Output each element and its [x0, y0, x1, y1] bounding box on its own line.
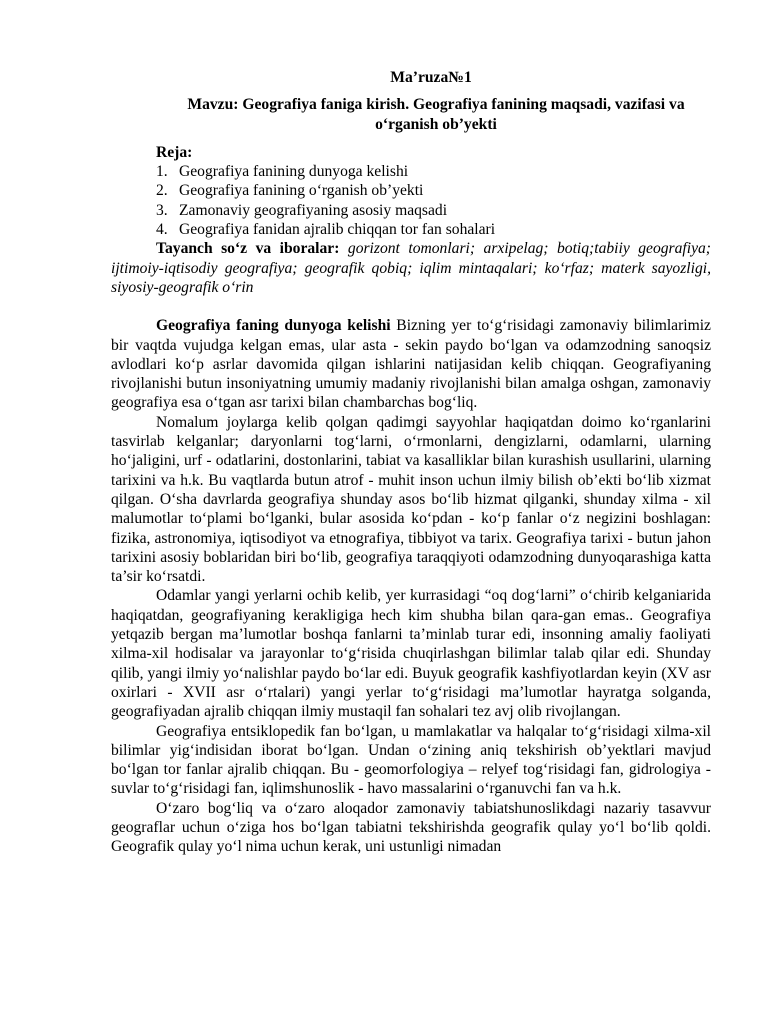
- keywords-paragraph: [111, 239, 711, 297]
- paragraph-text: O‘zaro bog‘liq va o‘zaro aloqador zamonaviy tabiatshunoslikdagi nazariy tasavvur geograflar uchun o‘ziga hos bo‘lgan tabiatni tekshirishda geografik qulay yo‘l bo‘lib qoldi. Geografik qulay yo‘l nima uchun kerak, uni ustunligi nimadan: [111, 799, 711, 856]
- plan-item: [156, 181, 711, 200]
- paragraph-text: Odamlar yangi yerlarni ochib kelib, yer kurrasidagi “oq dog‘larni” o‘chirib kelganiarida haqiqatdan, geografiyaning kerakligiga hech kim shubha bilan qara-gan emas.. Geografiya yetqazib bergan ma’lumotlar boshqa fanlarni ta’minlab turar edi, insonning amaliy faoliyati xilma-xil hodisalar va jarayonlar to‘g‘risida chuqirlashgan bilimlar talab qilar edi. Shunday qilib, yangi ilmiy yo‘nalishlar paydo bo‘lar edi. Buyuk geografik kashfiyotlardan keyin (XV asr oxirlari - XVII asr o‘rtalari) yangi yerlar to‘g‘risidagi ma’lumotlar hayratga solganda, geografiyadan ajralib chiqqan ilmiy mustaqil fan sohalari tez avj olib rivojlangan.: [111, 587, 711, 721]
- keywords-list: gorizont tomonlari; arxipelag; botiq;tabiiy geografiya; ijtimoiy-iqtisodiy geografiya; geografik qobiq; iqlim mintaqalari; ko‘rfaz; materk sayozligi, siyosiy-geografik o‘rin: [111, 240, 711, 296]
- plan-item: [156, 201, 711, 220]
- body-paragraph: [111, 722, 711, 799]
- plan-item-text: Zamonaviy geografiyaning asosiy maqsadi: [179, 201, 448, 219]
- plan-item-text: Geografiya fanidan ajralib chiqqan tor fan sohalari: [179, 221, 496, 239]
- lecture-title: Ma’ruza№1: [390, 69, 472, 86]
- plan-item: [156, 220, 711, 239]
- section-lead: Geografiya faning dunyoga kelishi: [156, 317, 391, 335]
- paragraph-text: Geografiya entsiklopedik fan bo‘lgan, u mamlakatlar va halqalar to‘g‘risidagi xilma-xil bilimlar yig‘indisidan iborat bo‘lgan. Undan o‘zining aniq tekshirish ob’yektlari mavjud bo‘lgan tor fanlar ajralib chiqqan. Bu - geomorfologiya – relyef tog‘risidagi fan, gidrologiya - suvlar to‘g‘risidagi fan, iqlimshunoslik - havo massalarini o‘rganuvchi fan va h.k.: [111, 722, 711, 798]
- body-paragraph: [111, 799, 711, 857]
- body-paragraph: [111, 413, 711, 587]
- plan-item-number: 3.: [156, 201, 168, 219]
- plan-item-number: 2.: [156, 182, 168, 200]
- paragraph-text: Nomalum joylarga kelib qolgan qadimgi sayyohlar haqiqatdan doimo ko‘rganlarini tasvirlab kelganlar; daryonlarni tog‘larni, o‘rmonlarni, dengizlarni, odamlarni, ularning ho‘jaligini, urf - odatlarini, dostonlarini, tabiat va kasalliklar bilan kurashish usullarini, ularning tarixini va h.k. Bu vaqtlarda butun atrof - muhit inson uchun ilmiy bilish ob’ekti bo‘lib xizmat qilgan. O‘sha davrlarda geografiya shunday asos bo‘lib hizmat qilganki, shunday xilma - xil malumotlar to‘plami bo‘lganki, bular asosida ko‘pdan - ko‘p fanlar o‘z negizini boshlagan: fizika, astronomiya, iqtisodiyot va etnografiya, tibbiyot va tarix. Geografiya tarixi - butun jahon tarixini asosiy boblaridan biri bo‘lib, geografiya taraqqiyoti odamzodning dunyoqarashiga katta ta’sir ko‘rsatdi.: [111, 413, 711, 586]
- body-paragraph: [111, 586, 711, 721]
- plan-item-text: Geografiya fanining o‘rganish ob’yekti: [179, 182, 424, 200]
- plan-heading: Reja:: [156, 143, 193, 161]
- body-paragraph: [111, 316, 711, 412]
- plan-item: [156, 162, 711, 181]
- paragraph-text: Bizning yer to‘g‘risidagi zamonaviy bilimlarimiz bir vaqtda vujudga kelgan emas, ular asta - sekin paydo bo‘lgan va odamzodning sanoqsiz avlodlari ko‘p asrlar davomida qilgan ishlarini natijasidan kelib chiqqan. Geografiyaning rivojlanishi butun insoniyatning umumiy madaniy rivojlanishi bilan amalga oshgan, zamonaviy geografiya esa o‘tgan asr tarixi bilan chambarchas bog‘liq.: [111, 317, 711, 412]
- plan-item-number: 4.: [156, 221, 168, 239]
- lecture-topic: Mavzu: Geografiya faniga kirish. Geografiya fanining maqsadi, vazifasi va o‘rganish ob’yekti: [187, 96, 685, 133]
- keywords-label: Tayanch so‘z va iboralar:: [156, 240, 340, 258]
- plan-item-text: Geografiya fanining dunyoga kelishi: [179, 163, 409, 181]
- plan-item-number: 1.: [156, 163, 168, 181]
- plan-section: [111, 143, 711, 239]
